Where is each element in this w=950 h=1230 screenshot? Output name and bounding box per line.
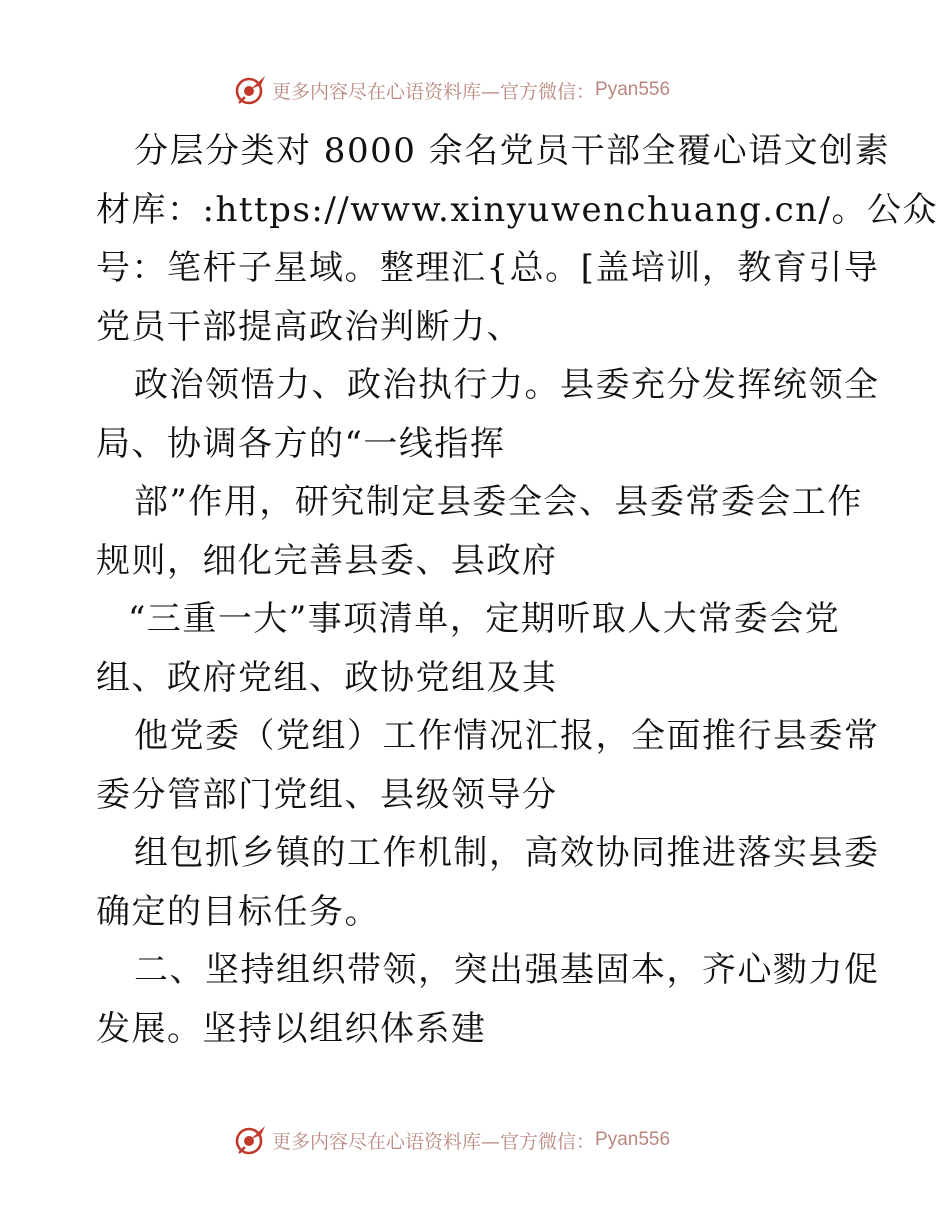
body-line: 组包抓乡镇的工作机制，高效协同推进落实县委: [134, 833, 880, 873]
body-line: 发展。坚持以组织体系建: [96, 1008, 487, 1049]
body-line: 组、政府党组、政协党组及其: [96, 657, 558, 698]
body-line: 局、协调各方的“一线指挥: [96, 423, 506, 464]
body-line: 分层分类对 8000 余名党员干部全覆心语文创素: [134, 131, 891, 171]
watermark-wechat-id: Pyan556: [595, 1129, 671, 1150]
watermark-text: 更多内容尽在心语资料库—官方微信：: [272, 80, 596, 103]
quill-logo-icon: [234, 1123, 268, 1157]
body-line: 二、坚持组织带领，突出强基固本，齐心勠力促: [134, 950, 880, 990]
body-line: 部”作用，研究制定县委全会、县委常委会工作: [134, 482, 863, 522]
watermark-text: 更多内容尽在心语资料库—官方微信：: [272, 1130, 596, 1153]
body-line: 规则，细化完善县委、县政府: [96, 540, 558, 581]
document-body: [96, 122, 938, 1058]
body-line: 确定的目标任务。: [96, 891, 380, 932]
quill-logo-icon: [234, 73, 268, 107]
body-line: 材库：:https://www.xinyuwenchuang.cn/。公众: [96, 189, 938, 230]
body-line: 他党委（党组）工作情况汇报，全面推行县委常: [134, 716, 880, 756]
body-line: “三重一大”事项清单，定期听取人大常委会党: [128, 599, 841, 639]
body-line: 号：笔杆子星域。整理汇{总。[盖培训，教育引导: [96, 248, 880, 288]
body-line: 委分管部门党组、县级领导分: [96, 774, 558, 815]
body-line: 党员干部提高政治判断力、: [96, 306, 522, 347]
header-watermark: [234, 72, 670, 108]
footer-watermark: [234, 1122, 670, 1158]
watermark-wechat-id: Pyan556: [595, 79, 671, 100]
body-line: 政治领悟力、政治执行力。县委充分发挥统领全: [134, 365, 880, 405]
